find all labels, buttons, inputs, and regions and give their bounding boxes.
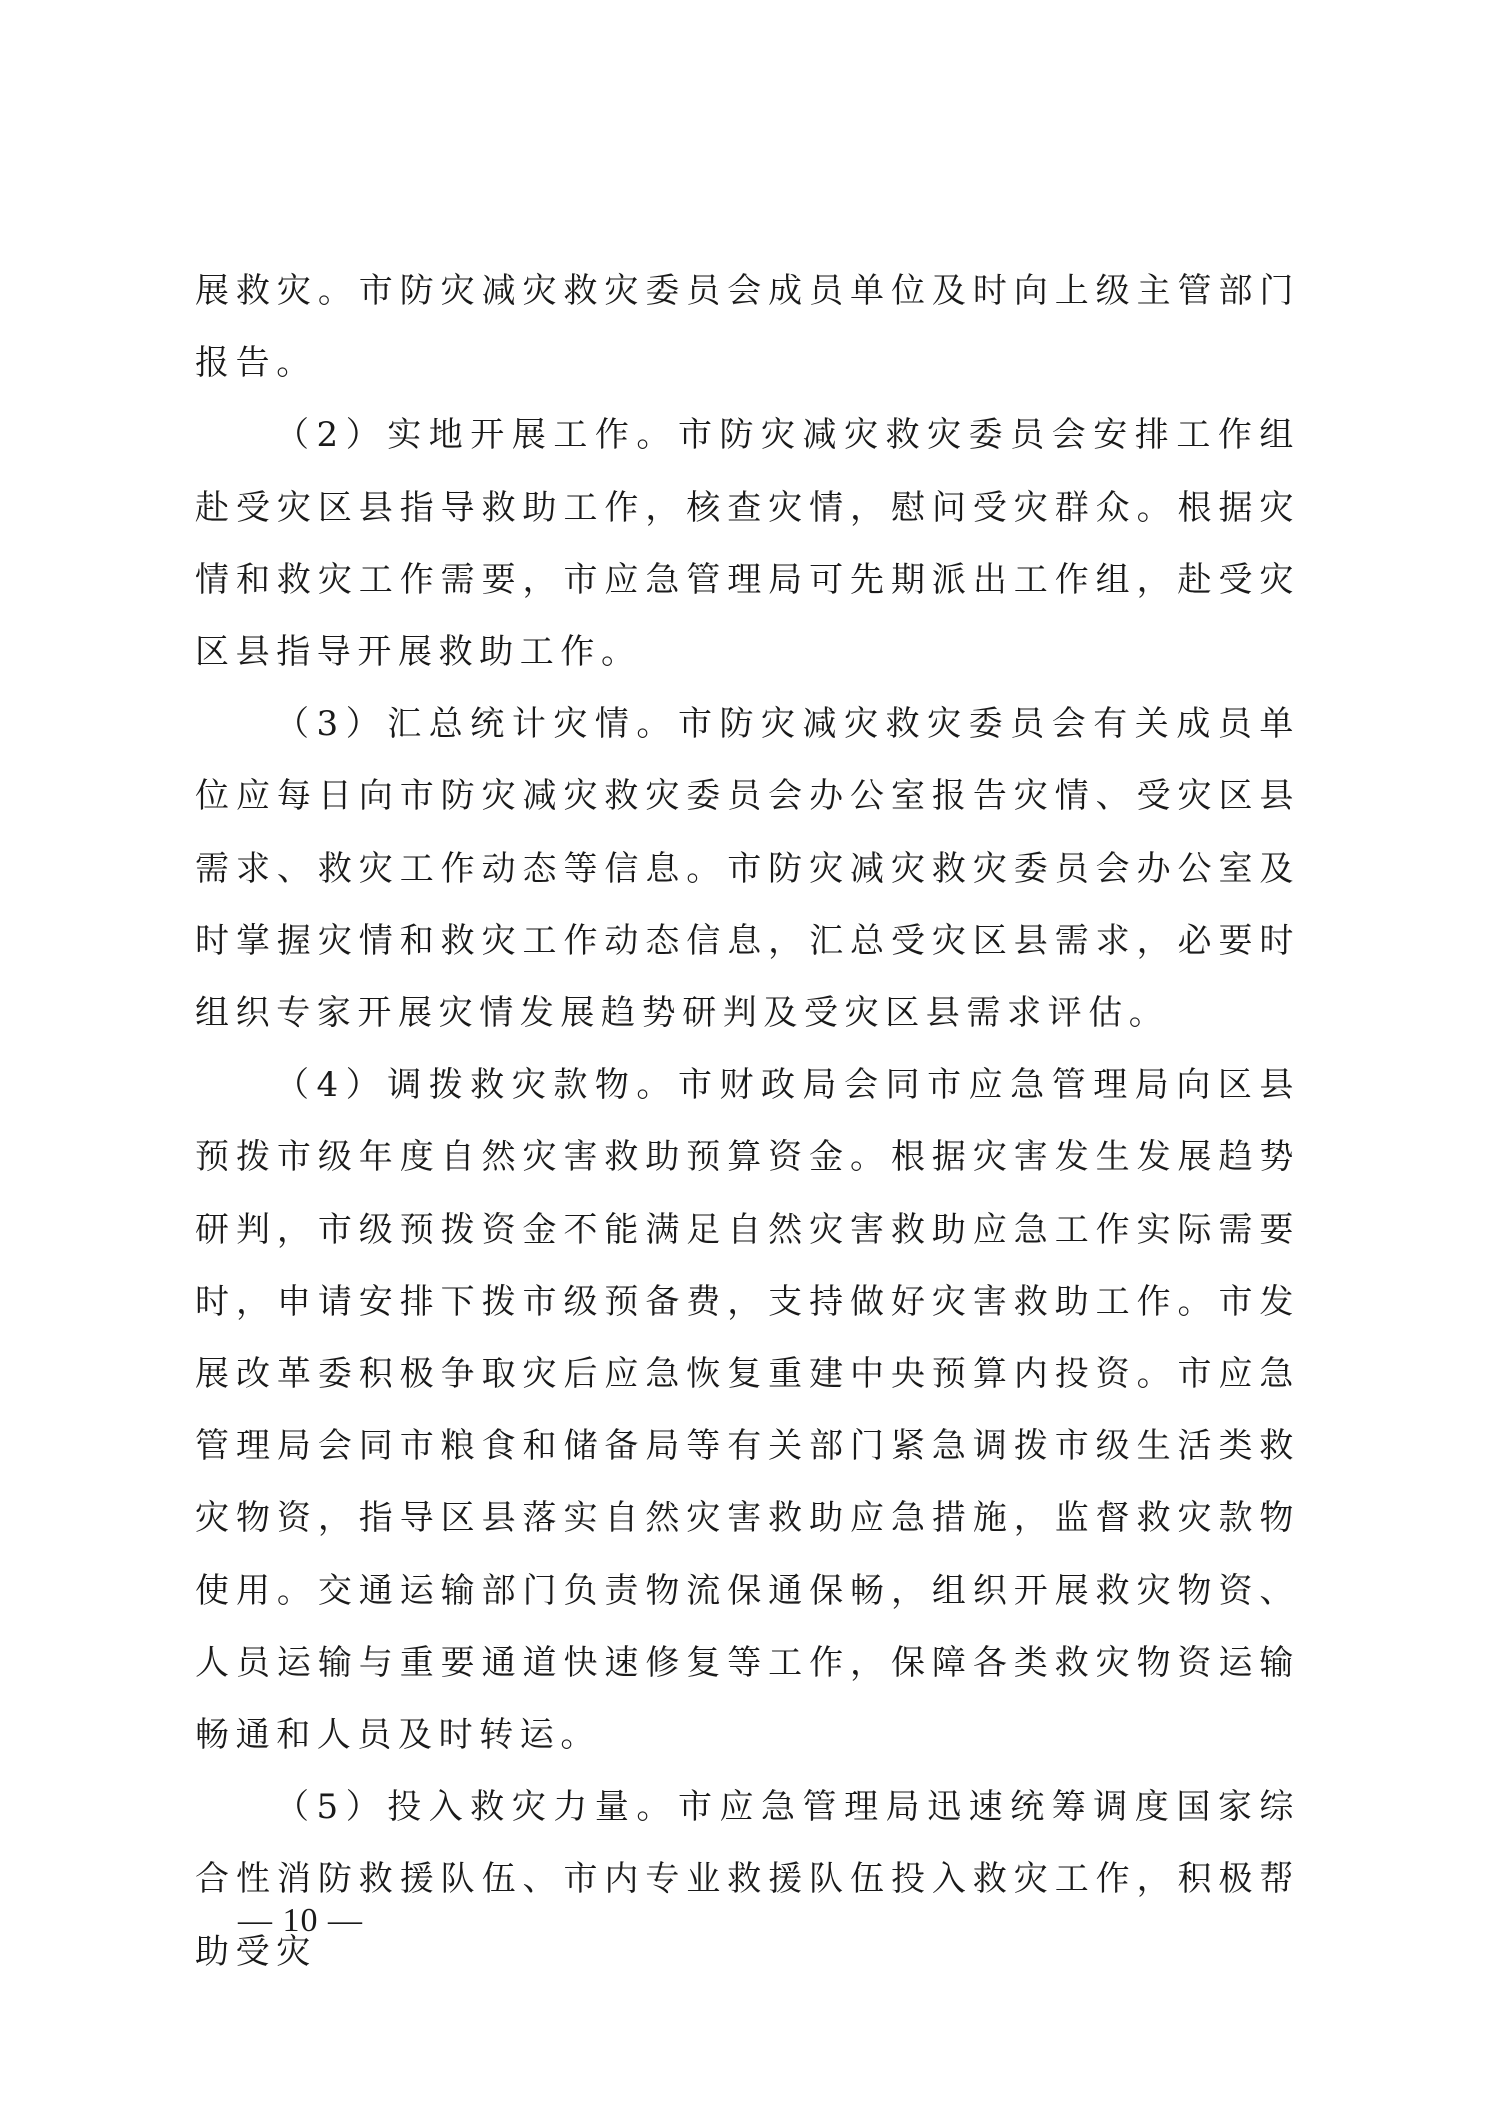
paragraph-item-3: （3）汇总统计灾情。市防灾减灾救灾委员会有关成员单位应每日向市防灾减灾救灾委员会办公室报告灾情、受灾区县需求、救灾工作动态等信息。市防灾减灾救灾委员会办公室及时掌握灾情和救灾工作动态信息，汇总受灾区县需求，必要时组织专家开展灾情发展趋势研判及受灾区县需求评估。 (195, 704, 1300, 1034)
paragraph-item-4: （4）调拨救灾款物。市财政局会同市应急管理局向区县预拨市级年度自然灾害救助预算资金。根据灾害发生发展趋势研判，市级预拨资金不能满足自然灾害救助应急工作实际需要时，申请安排下拨市级预备费，支持做好灾害救助工作。市发展改革委积极争取灾后应急恢复重建中央预算内投资。市应急管理局会同市粮食和储备局等有关部门紧急调拨市级生活类救灾物资，指导区县落实自然灾害救助应急措施，监督救灾款物使用。交通运输部门负责物流保通保畅，组织开展救灾物资、人员运输与重要通道快速修复等工作，保障各类救灾物资运输畅通和人员及时转运。 (195, 1065, 1300, 1756)
paragraph-item-2: （2）实地开展工作。市防灾减灾救灾委员会安排工作组赴受灾区县指导救助工作，核查灾情，慰问受灾群众。根据灾情和救灾工作需要，市应急管理局可先期派出工作组，赴受灾区县指导开展救助工作。 (195, 415, 1300, 673)
paragraph-continuation: 展救灾。市防灾减灾救灾委员会成员单位及时向上级主管部门报告。 (195, 271, 1300, 384)
body-text (195, 255, 1300, 1988)
paragraph-item-5: （5）投入救灾力量。市应急管理局迅速统筹调度国家综合性消防救援队伍、市内专业救援队伍投入救灾工作，积极帮助受灾 (195, 1787, 1300, 1972)
page-number: — 10 — (238, 1902, 363, 1939)
